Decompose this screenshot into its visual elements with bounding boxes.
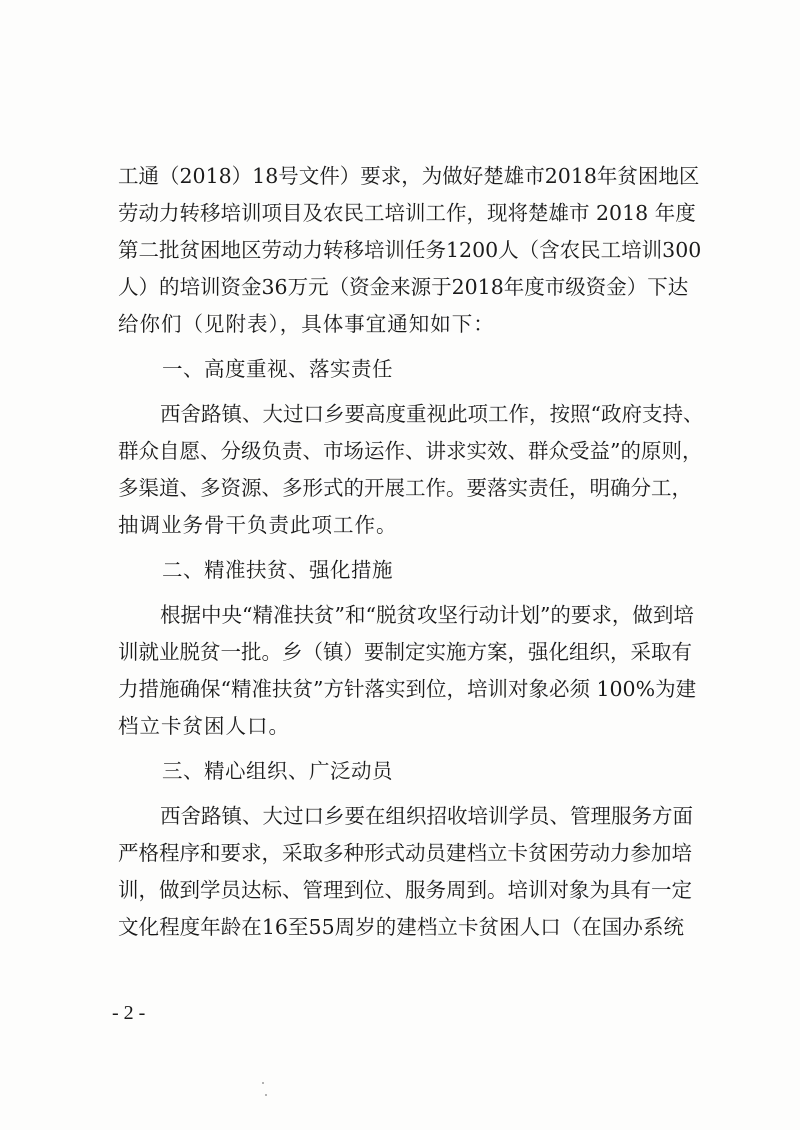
- section-heading: 一、高度重视、落实责任: [162, 357, 393, 381]
- body-line: 劳动力转移培训项目及农民工培训工作，现将楚雄市 2018 年度: [118, 201, 696, 225]
- body-line: 给你们（见附表），具体事宜通知如下：: [118, 312, 495, 336]
- body-line: 抽调业务骨干负责此项工作。: [118, 513, 398, 537]
- body-line: 训，做到学员达标、管理到位、服务周到。培训对象为具有一定: [118, 878, 692, 902]
- page-number: - 2 -: [112, 1002, 146, 1024]
- body-line: 严格程序和要求，采取多种形式动员建档立卡贫困劳动力参加培: [118, 841, 692, 865]
- body-line: 力措施确保“精准扶贫”方针落实到位，培训对象必须 100%为建: [118, 677, 697, 701]
- body-line: 西舍路镇、大过口乡要高度重视此项工作，按照“政府支持、: [160, 402, 704, 426]
- section-heading: 二、精准扶贫、强化措施: [162, 558, 393, 582]
- scan-speck: [262, 1082, 264, 1084]
- body-line: 训就业脱贫一批。乡（镇）要制定实施方案，强化组织，采取有: [118, 640, 692, 664]
- body-line: 多渠道、多资源、多形式的开展工作。要落实责任，明确分工，: [118, 476, 692, 500]
- body-line: 工通（2018）18号文件）要求，为做好楚雄市2018年贫困地区: [118, 164, 700, 188]
- scan-speck: [265, 1094, 267, 1096]
- body-line: 档立卡贫困人口。: [118, 714, 290, 738]
- section-heading: 三、精心组织、广泛动员: [162, 759, 393, 783]
- body-line: 人）的培训资金36万元（资金来源于2018年度市级资金）下达: [118, 275, 689, 299]
- body-line: 第二批贫困地区劳动力转移培训任务1200人（含农民工培训300: [118, 238, 702, 262]
- document-body: [118, 158, 704, 946]
- body-line: 根据中央“精准扶贫”和“脱贫攻坚行动计划”的要求，做到培: [160, 603, 694, 627]
- body-line: 群众自愿、分级负责、市场运作、讲求实效、群众受益”的原则，: [118, 439, 703, 463]
- body-line: 西舍路镇、大过口乡要在组织招收培训学员、管理服务方面: [160, 804, 693, 828]
- body-line: 文化程度年龄在16至55周岁的建档立卡贫困人口（在国办系统: [118, 915, 684, 939]
